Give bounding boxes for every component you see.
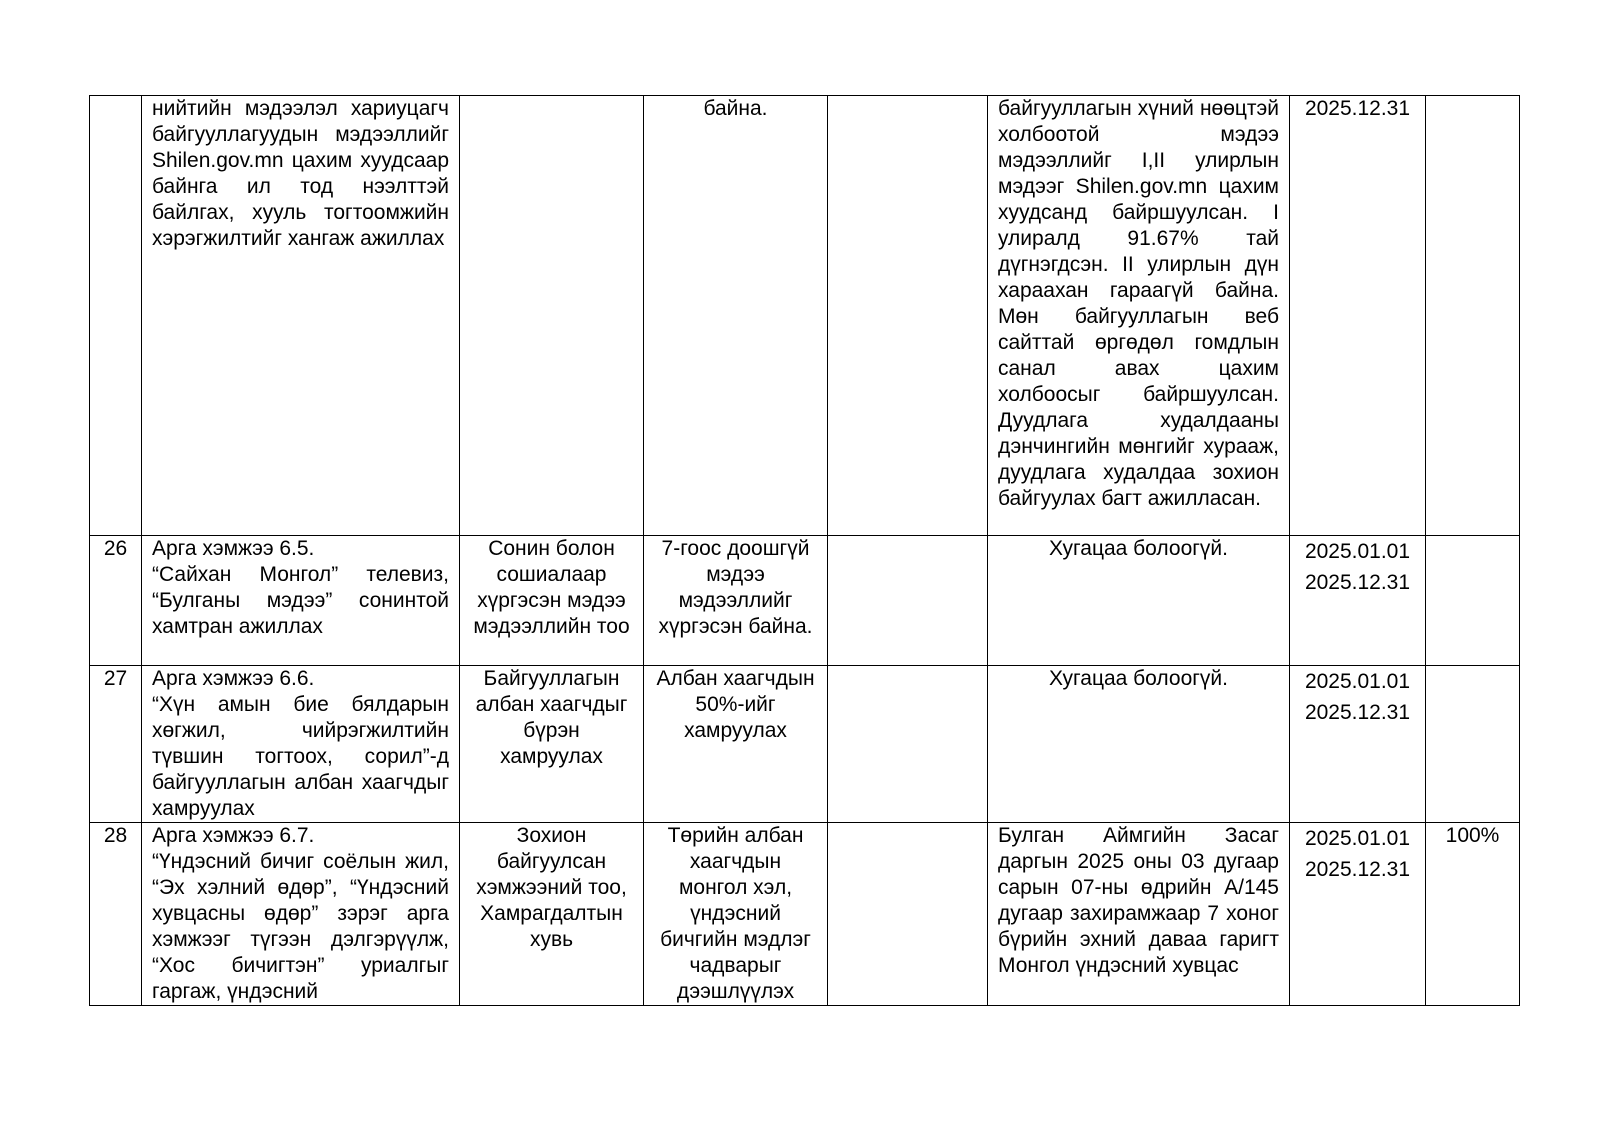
percent-cell: [1426, 666, 1520, 823]
percent-cell: [1426, 96, 1520, 536]
dates-cell: 2025.01.01 2025.12.31: [1290, 536, 1426, 666]
target-cell: байна.: [644, 96, 828, 536]
dates-cell: 2025.01.01 2025.12.31: [1290, 823, 1426, 1006]
target-cell: Төрийн албан хаагчдын монгол хэл, үндэсний бичгийн мэдлэг чадварыг дээшлүүлэх: [644, 823, 828, 1006]
budget-cell: [828, 96, 988, 536]
activity-cell: Арга хэмжээ 6.7. “Үндэсний бичиг соёлын жил, “Эх хэлний өдөр”, “Үндэсний хувцасны өдөр” зэрэг арга хэмжээг түгээн дэлгэрүүлж, “Хос бичигтэн” уриалгыг гаргаж, үндэсний: [142, 823, 460, 1006]
row-number-cell: 26: [90, 536, 142, 666]
indicator-cell: Байгууллагын албан хаагчдыг бүрэн хамруулах: [460, 666, 644, 823]
activity-cell: Арга хэмжээ 6.5. “Сайхан Монгол” телевиз, “Булганы мэдээ” сонинтой хамтран ажиллах: [142, 536, 460, 666]
budget-cell: [828, 823, 988, 1006]
table-row: [90, 96, 1520, 536]
budget-cell: [828, 536, 988, 666]
target-cell: Албан хаагчдын 50%-ийг хамруулах: [644, 666, 828, 823]
row-number-cell: [90, 96, 142, 536]
table-row: [90, 823, 1520, 1006]
dates-cell: 2025.01.01 2025.12.31: [1290, 666, 1426, 823]
indicator-cell: [460, 96, 644, 536]
progress-cell: Хугацаа болоогүй.: [988, 536, 1290, 666]
row-number-cell: 28: [90, 823, 142, 1006]
indicator-cell: Зохион байгуулсан хэмжээний тоо, Хамрагдалтын хувь: [460, 823, 644, 1006]
dates-cell: 2025.12.31: [1290, 96, 1426, 536]
progress-cell: байгууллагын хүний нөөцтэй холбоотой мэдээ мэдээллийг I,II улирлын мэдээг Shilen.gov.mn цахим хуудсанд байршуулсан. I улиралд 91.67% тай дүгнэгдсэн. II улирлын дүн хараахан гараагүй байна. Мөн байгууллагын веб сайттай өргөдөл гомдлын санал авах цахим холбоосыг байршуулсан. Дуудлага худалдааны дэнчингийн мөнгийг хурааж, дуудлага худалдаа зохион байгуулах багт ажилласан.: [988, 96, 1290, 536]
row-number-cell: 27: [90, 666, 142, 823]
budget-cell: [828, 666, 988, 823]
percent-cell: 100%: [1426, 823, 1520, 1006]
progress-cell: Хугацаа болоогүй.: [988, 666, 1290, 823]
target-cell: 7-гоос доошгүй мэдээ мэдээллийг хүргэсэн байна.: [644, 536, 828, 666]
table-row: [90, 536, 1520, 666]
percent-cell: [1426, 536, 1520, 666]
table-row: [90, 666, 1520, 823]
activity-cell: нийтийн мэдээлэл хариуцагч байгууллагуудын мэдээллийг Shilen.gov.mn цахим хуудсаар байнга ил тод нээлттэй байлгах, хууль тогтоомжийн хэрэгжилтийг хангаж ажиллах: [142, 96, 460, 536]
progress-cell: Булган Аймгийн Засаг даргын 2025 оны 03 дугаар сарын 07-ны өдрийн А/145 дугаар захирамжаар 7 хоног бүрийн эхний даваа гаригт Монгол үндэсний хувцас: [988, 823, 1290, 1006]
indicator-cell: Сонин болон сошиалаар хүргэсэн мэдээ мэдээллийн тоо: [460, 536, 644, 666]
progress-report-table: [89, 95, 1520, 1006]
activity-cell: Арга хэмжээ 6.6. “Хүн амын бие бялдарын хөгжил, чийрэгжилтийн түвшин тогтоох, сорил”-д байгууллагын албан хаагчдыг хамруулах: [142, 666, 460, 823]
